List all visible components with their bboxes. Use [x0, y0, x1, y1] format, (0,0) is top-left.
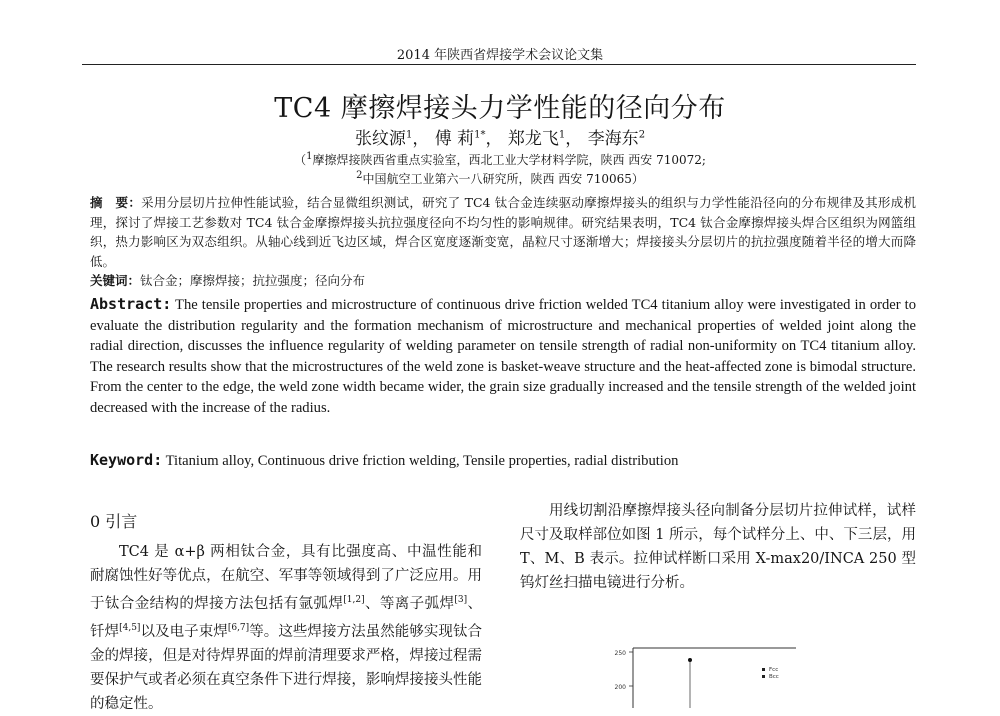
citation: [3]	[454, 595, 468, 605]
author-list	[0, 124, 1000, 149]
author-separator: ，	[412, 129, 430, 149]
author-name: 张纹源	[354, 129, 406, 149]
body-text: TC4 是 α+β 两相钛合金，具有比强度高、中温性能和耐腐蚀性好等优点，在航空、军事等领域得到了广泛应用。用于钛合金结构的焊接方法包括有氩弧焊	[90, 544, 482, 612]
affiliation-2	[0, 170, 1000, 187]
chart-y-tick-label: 250	[614, 650, 626, 657]
chart-data-point	[688, 658, 692, 662]
chart-legend-label: Fcc	[769, 667, 779, 673]
english-keywords	[90, 450, 916, 471]
affiliation-mark: 2	[356, 170, 363, 181]
citation: [1,2]	[343, 595, 365, 605]
chinese-keywords-label: 关键词：	[90, 273, 141, 288]
chinese-keywords-text: 钛合金；摩擦焊接；抗拉强度；径向分布	[140, 273, 366, 288]
section-heading-introduction: 0 引言	[90, 512, 138, 531]
introduction-paragraph	[90, 540, 482, 716]
author-affil-mark: 1	[558, 129, 566, 141]
author-name: 李海东	[587, 129, 639, 149]
methods-paragraph: 用线切割沿摩擦焊接头径向制备分层切片拉伸试样，试样尺寸及取样部位如图 1 所示，每个试样分上、中、下三层，用 T、M、B 表示。拉伸试样断口采用 X-max20/INCA 250 型钨灯丝扫描电镜进行分析。	[520, 503, 916, 591]
affiliation-text: 中国航空工业第六一八研究所，陕西 西安 710065）	[362, 172, 644, 186]
chart-legend-marker	[762, 668, 765, 671]
english-keywords-label: Keyword:	[90, 451, 163, 469]
citation: [6,7]	[227, 622, 250, 633]
affiliation-text: 摩擦焊接陕西省重点实验室，西北工业大学材料学院，陕西 西安 710072;	[312, 153, 706, 167]
body-text: 、钎焊	[90, 595, 483, 640]
affiliation-mark: 1	[306, 151, 313, 162]
chinese-keywords	[90, 271, 916, 290]
body-text: 等。这些焊接方法虽然能够实现钛合金的焊接，但是对待焊界面的焊前清理要求严格，焊接过程需要保护气或者必须在真空条件下进行焊接，影响焊接接头性能的稳定性。	[90, 623, 483, 712]
author-affil-mark: 2	[638, 129, 646, 141]
author-affil-mark: 1	[405, 129, 413, 141]
citation: [4,5]	[119, 622, 141, 633]
english-abstract-text: The tensile properties and microstructure of continuous drive friction welded TC4 titanium alloy were investigated in order to evaluate the distribution regularity and the formation mechanism of microstructure and mechanical properties of welded joint along the radial direction, discusses the influence regularity of welding parameter on tensile strength of radial non-uniformity on TC4 titanium alloy. The research results show that the microstructures of the weld zone is basket-weave structure and the heat-affected zone is bimodal structure. From the center to the edge, the weld zone width became wider, the grain size gradually increased and the tensile strength of the welded joint decreased with the increase of the radius.	[90, 297, 916, 416]
affiliation-1	[0, 151, 1000, 168]
chinese-abstract	[90, 193, 916, 271]
english-abstract	[90, 294, 916, 418]
figure-1-chart	[600, 640, 800, 708]
author-name: 傅 莉	[434, 129, 475, 149]
chinese-abstract-text: 采用分层切片拉伸性能试验，结合显微组织测试，研究了 TC4 钛合金连续驱动摩擦焊接头的组织与力学性能沿径向的分布规律及其形成机理，探讨了焊接工艺参数对 TC4 钛合金摩擦焊接头抗拉强度径向不均匀性的影响规律。研究结果表明，TC4 钛合金摩擦焊接头焊合区组织为网篮组织，热力影响区为双态组织。从轴心线到近飞边区域，焊合区宽度逐渐变宽，晶粒尺寸逐渐增大；焊接接头分层切片的抗拉强度随着半径的增大而降低。	[90, 195, 916, 269]
author-affil-mark: 1*	[474, 129, 486, 141]
english-keywords-text: Titanium alloy, Continuous drive friction welding, Tensile properties, radial distribution	[165, 453, 679, 469]
chart-legend-marker	[762, 675, 765, 678]
body-text: 以及电子束焊	[140, 623, 228, 640]
body-text: 、等离子弧焊	[364, 595, 455, 612]
author-name: 郑龙飞	[507, 129, 559, 149]
running-head: 2014 年陕西省焊接学术会议论文集	[396, 48, 604, 63]
affiliation-open-paren: （	[294, 153, 307, 167]
paper-title: TC4 摩擦焊接头力学性能的径向分布	[274, 93, 726, 124]
english-abstract-label: Abstract:	[90, 295, 172, 313]
author-separator: ，	[565, 129, 583, 149]
author-separator: ，	[485, 129, 503, 149]
chart-y-tick-label: 200	[614, 684, 626, 691]
header-rule	[82, 64, 916, 65]
chart-legend-label: Bcc	[769, 674, 779, 680]
chinese-abstract-label: 摘 要：	[90, 195, 142, 210]
